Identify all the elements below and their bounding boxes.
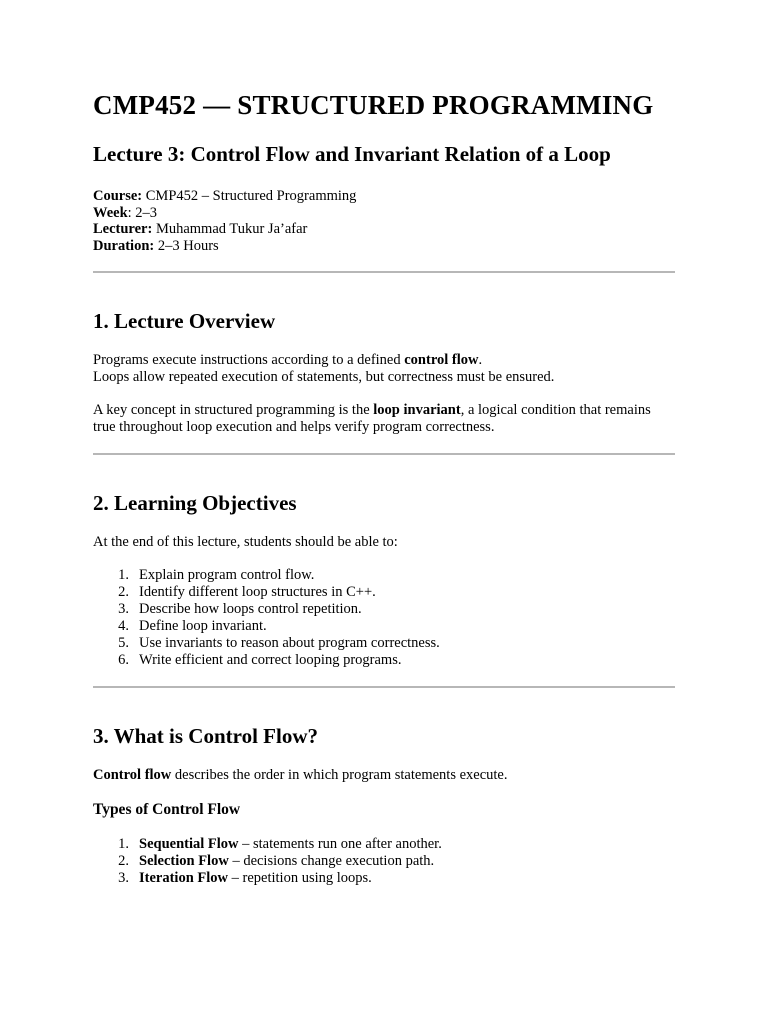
meta-week-label: Week: [93, 204, 128, 221]
overview-p1-bold: control flow: [404, 352, 479, 368]
meta-course-value: CMP452 – Structured Programming: [142, 188, 357, 204]
overview-p2-text: A key concept in structured programming is the: [93, 402, 374, 418]
overview-p1-end: .: [478, 352, 483, 368]
overview-p2-bold: loop invariant: [373, 402, 461, 418]
lecture-meta: [93, 188, 675, 254]
meta-lecturer-value: Muhammad Tukur Ja’afar: [152, 221, 308, 237]
list-item: [93, 584, 675, 601]
list-item-text: Define loop invariant.: [139, 618, 267, 634]
overview-p1-text: Programs execute instructions according to a defined: [93, 352, 405, 368]
list-item-number: 3.: [118, 870, 129, 886]
section-divider: [93, 271, 675, 273]
list-item-number: 1.: [118, 836, 129, 852]
list-item-text: Explain program control flow.: [139, 567, 315, 583]
list-item: [93, 870, 675, 887]
objectives-list: [93, 567, 675, 669]
list-item: [93, 618, 675, 635]
list-item-number: 1.: [118, 567, 129, 583]
list-item: [93, 601, 675, 618]
meta-duration: [93, 238, 675, 255]
list-item-text: – repetition using loops.: [228, 870, 372, 886]
list-item-number: 5.: [118, 635, 129, 651]
list-item-number: 3.: [118, 601, 129, 617]
control-flow-definition: [93, 767, 675, 784]
section-heading-objectives: 2. Learning Objectives: [93, 491, 297, 515]
list-item-text: Identify different loop structures in C++.: [139, 584, 376, 600]
section-heading-overview: 1. Lecture Overview: [93, 309, 276, 333]
section-heading-control-flow: 3. What is Control Flow?: [93, 724, 318, 748]
meta-lecturer: [93, 221, 675, 238]
subheading-types-of-control-flow: Types of Control Flow: [93, 801, 241, 818]
list-item-term: Iteration Flow: [139, 870, 228, 886]
list-item-text: Use invariants to reason about program correctness.: [139, 635, 440, 651]
lecture-subtitle: Lecture 3: Control Flow and Invariant Relation of a Loop: [93, 142, 611, 166]
meta-course-label: Course:: [93, 188, 143, 204]
list-item-text: – decisions change execution path.: [228, 853, 435, 869]
list-item: [93, 567, 675, 584]
list-item-number: 6.: [118, 652, 129, 668]
overview-p2-end: , a logical condition that remains true throughout loop execution and helps verify program correctness.: [93, 402, 651, 435]
overview-paragraph-2: [93, 402, 675, 436]
list-item: [93, 853, 675, 870]
list-item-term: Sequential Flow: [139, 836, 239, 852]
objectives-intro: At the end of this lecture, students should be able to:: [93, 534, 398, 550]
list-item: [93, 635, 675, 652]
section-divider: [93, 686, 675, 688]
overview-p1-line2: Loops allow repeated execution of statements, but correctness must be ensured.: [93, 369, 555, 385]
meta-week: [93, 205, 675, 222]
meta-lecturer-label: Lecturer:: [93, 221, 153, 237]
list-item-number: 2.: [118, 584, 129, 600]
control-flow-term: Control flow: [93, 767, 172, 783]
document-title: CMP452 — STRUCTURED PROGRAMMING: [93, 90, 654, 120]
overview-paragraph-1: [93, 352, 675, 386]
list-item-text: – statements run one after another.: [238, 836, 442, 852]
control-flow-text: describes the order in which program statements execute.: [171, 767, 508, 783]
meta-duration-value: 2–3 Hours: [154, 237, 219, 254]
meta-course: [93, 188, 675, 205]
list-item-term: Selection Flow: [139, 853, 229, 869]
document-content: [93, 88, 675, 887]
section-divider: [93, 453, 675, 455]
list-item: [93, 836, 675, 853]
list-item-number: 2.: [118, 853, 129, 869]
list-item-text: Write efficient and correct looping programs.: [139, 652, 402, 668]
list-item-number: 4.: [118, 618, 129, 634]
meta-week-value: : 2–3: [127, 204, 158, 221]
meta-duration-label: Duration:: [93, 237, 155, 254]
control-flow-types-list: [93, 836, 675, 887]
list-item: [93, 652, 675, 669]
list-item-text: Describe how loops control repetition.: [139, 601, 362, 617]
